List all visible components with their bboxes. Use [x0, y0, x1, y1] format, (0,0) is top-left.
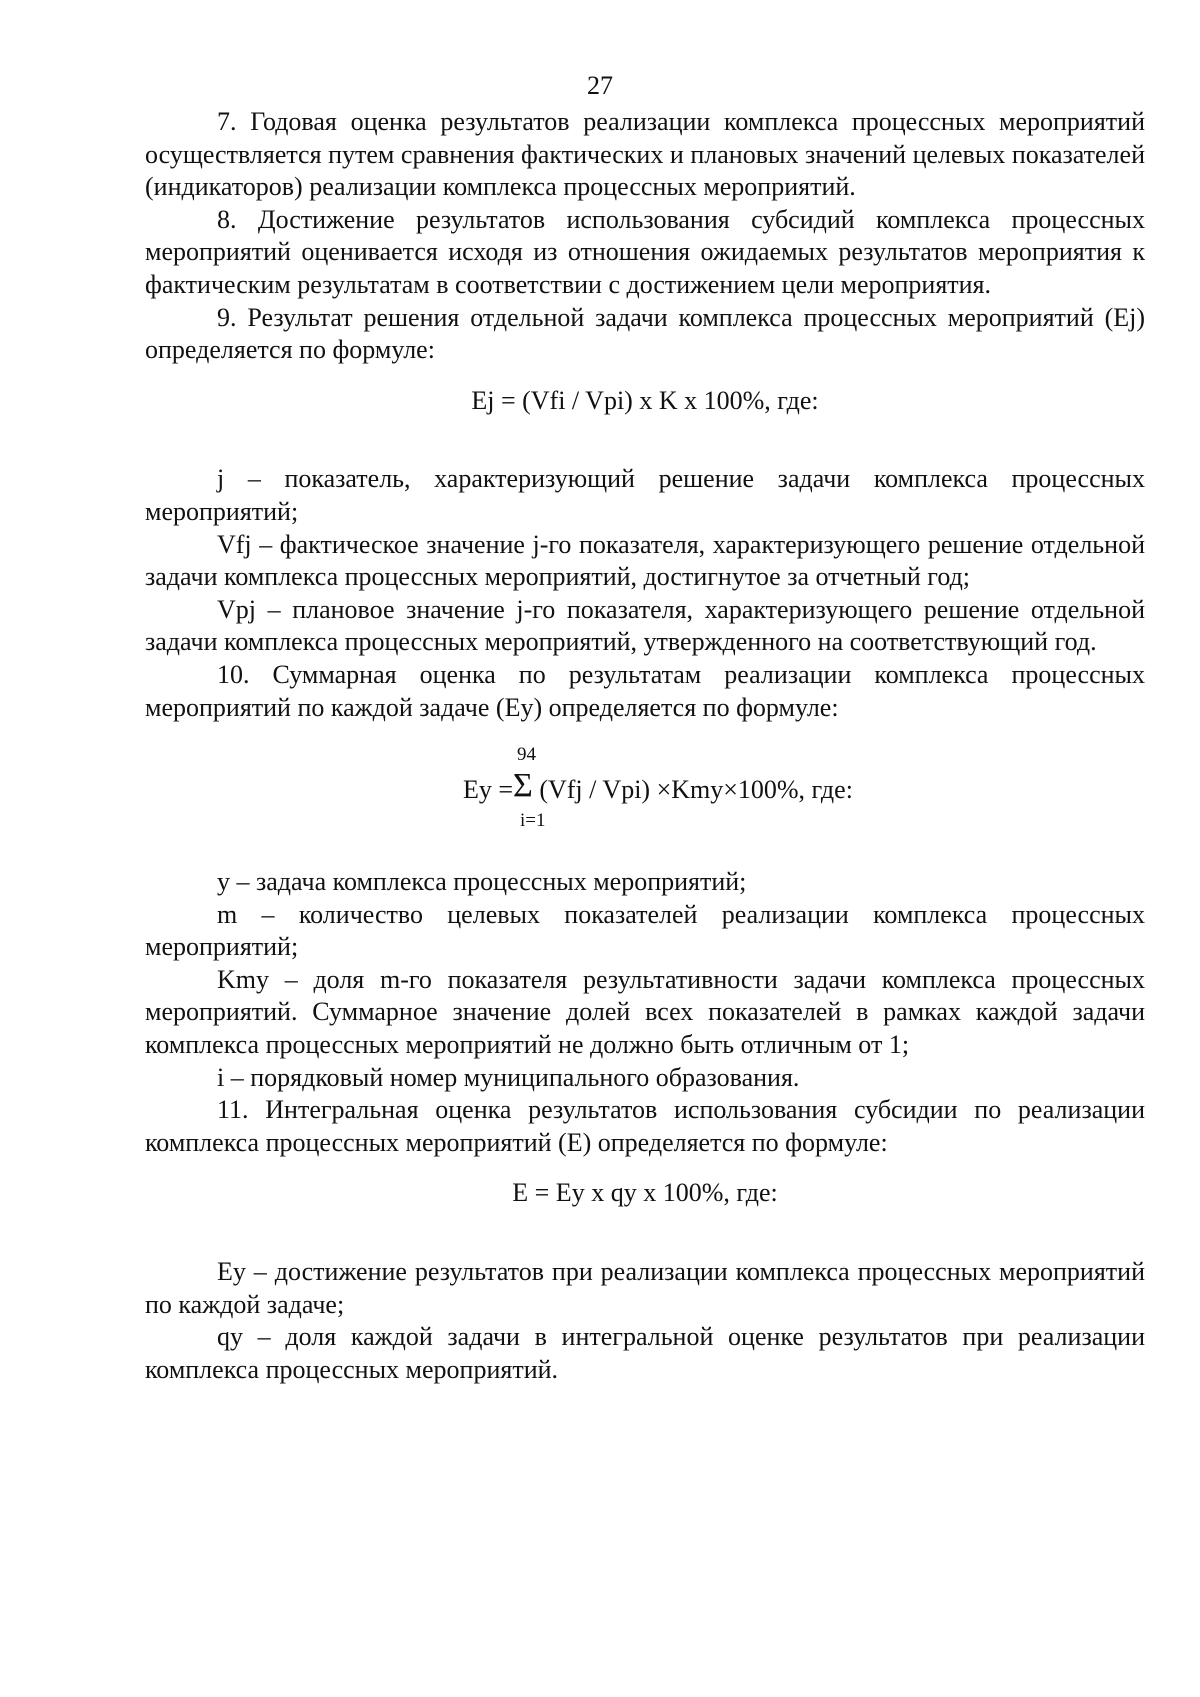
- definition-j: j – показатель, характеризующий решение задачи комплекса процессных мероприятий;: [145, 464, 1145, 526]
- formula-ey-right: (Vfj / Vpi) ×Kmy×100%, где:: [532, 775, 853, 805]
- sigma-symbol: Σ: [513, 767, 533, 805]
- paragraph-10: 10. Суммарная оценка по результатам реализации комплекса процессных мероприятий по каждой задаче (Ey) определяется по формуле:: [145, 659, 1145, 722]
- definition-vfj: Vfj – фактическое значение j-го показателя, характеризующего решение отдельной задачи комплекса процессных мероприятий, достигнутое за отчетный год;: [145, 529, 1145, 592]
- sum-upper-limit: 94: [517, 744, 536, 766]
- definition-ey: Ey – достижение результатов при реализации комплекса процессных мероприятий по каждой задаче;: [145, 1257, 1145, 1319]
- definition-y: y – задача комплекса процессных мероприятий;: [217, 867, 747, 897]
- page-number: 27: [587, 71, 613, 100]
- definition-m: m – количество целевых показателей реализации комплекса процессных мероприятий;: [145, 899, 1145, 962]
- formula-e: E = Ey x qy x 100%, где:: [512, 1178, 778, 1208]
- sum-lower-limit: i=1: [520, 810, 546, 832]
- paragraph-11: 11. Интегральная оценка результатов использования субсидии по реализации комплекса процессных мероприятий (Е) определяется по формуле:: [145, 1095, 1145, 1157]
- definition-vpj: Vpj – плановое значение j-го показателя, характеризующего решение отдельной задачи комплекса процессных мероприятий, утвержденного на соответствующий год.: [145, 594, 1145, 657]
- definition-i: i – порядковый номер муниципального образования.: [217, 1062, 800, 1092]
- paragraph-9: 9. Результат решения отдельной задачи комплекса процессных мероприятий (Ej) определяется по формуле:: [145, 302, 1145, 365]
- formula-ey: [145, 730, 1145, 852]
- definition-qy: qy – доля каждой задачи в интегральной оценке результатов при реализации комплекса процессных мероприятий.: [145, 1322, 1145, 1384]
- formula-ej: Ej = (Vfi / Vpi) x K x 100%, где:: [471, 385, 819, 415]
- paragraph-7: 7. Годовая оценка результатов реализации комплекса процессных мероприятий осуществляется путем сравнения фактических и плановых значений целевых показателей (индикаторов) реализации комплекса процессных мероприятий.: [145, 107, 1145, 202]
- formula-ey-left: Ey =: [463, 775, 514, 805]
- definition-kmy: Kmy – доля m-го показателя результативности задачи комплекса процессных мероприятий. Суммарное значение долей всех показателей в рамках каждой задачи комплекса процессных мероприятий не должно быть отличным от 1;: [145, 964, 1145, 1060]
- formula-ey-main: [463, 767, 853, 806]
- paragraph-8: 8. Достижение результатов использования субсидий комплекса процессных мероприятий оценивается исходя из отношения ожидаемых результатов мероприятия к фактическим результатам в соответствии с достижением цели мероприятия.: [145, 204, 1145, 299]
- document-body: [145, 106, 1145, 1386]
